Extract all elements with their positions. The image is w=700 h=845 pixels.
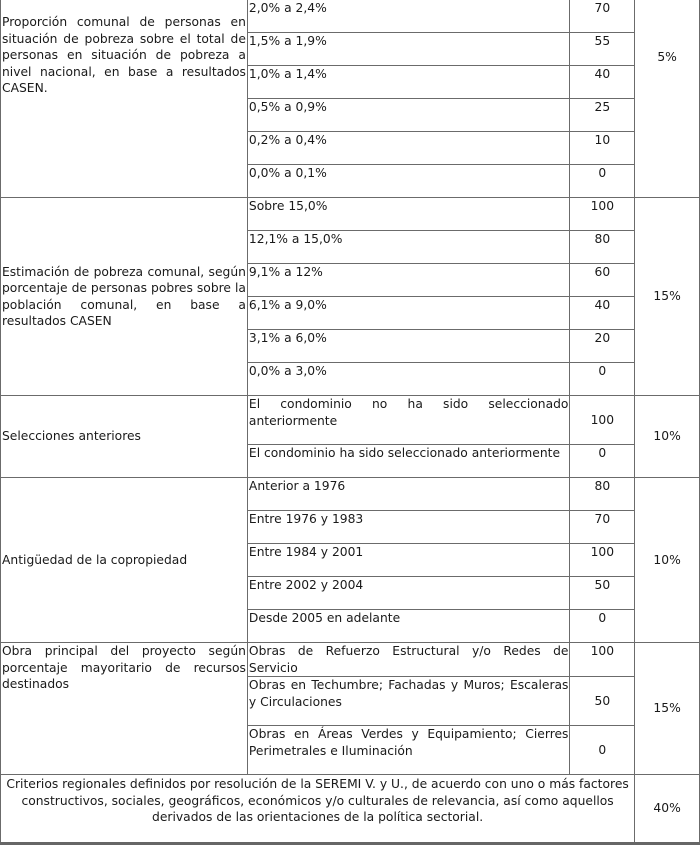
criterion-text: Estimación de pobreza comunal, según porcentaje de personas pobres sobre la población comunal, en base a resultados CASEN — [2, 264, 246, 328]
criterion-text: Antigüedad de la copropiedad — [2, 552, 188, 567]
criterion-cell — [1, 198, 248, 396]
option-label: 0,0% a 3,0% — [247, 363, 570, 396]
option-score: 80 — [570, 478, 635, 511]
option-score: 50 — [570, 677, 635, 726]
option-label: 0,5% a 0,9% — [247, 99, 570, 132]
option-score: 40 — [570, 66, 635, 99]
option-label — [247, 396, 570, 445]
criterion-text: Selecciones anteriores — [2, 429, 141, 444]
option-label-text: Obras en Techumbre; Fachadas y Muros; Escaleras y Circulaciones — [248, 678, 569, 709]
option-label: Anterior a 1976 — [247, 478, 570, 511]
option-label-text: Obras en Áreas Verdes y Equipamiento; Cierres Perimetrales e Iluminación — [248, 727, 569, 758]
option-label: Sobre 15,0% — [247, 198, 570, 231]
option-score: 0 — [570, 445, 635, 478]
criterion-cell — [1, 478, 248, 643]
option-label: 2,0% a 2,4% — [247, 0, 570, 33]
table-row — [1, 478, 700, 511]
criterion-cell — [1, 0, 248, 198]
regional-criteria-cell: Criterios regionales definidos por resolución de la SEREMI V. y U., de acuerdo con uno o más factores constructivos, sociales, geográficos, económicos y/o culturales de relevancia, así como aquellos derivados de las orientaciones de la política sectorial. — [1, 775, 635, 844]
option-score: 100 — [570, 544, 635, 577]
table-row — [1, 643, 700, 677]
option-label — [247, 677, 570, 726]
option-label: 1,5% a 1,9% — [247, 33, 570, 66]
criterion-text: Proporción comunal de personas en situación de pobreza sobre el total de personas en situación de pobreza a nivel nacional, en base a resultados CASEN. — [2, 15, 246, 95]
option-label: 9,1% a 12% — [247, 264, 570, 297]
option-score: 50 — [570, 577, 635, 610]
option-score: 100 — [570, 643, 635, 677]
option-score: 60 — [570, 264, 635, 297]
option-score: 20 — [570, 330, 635, 363]
option-score: 100 — [570, 396, 635, 445]
option-label: 1,0% a 1,4% — [247, 66, 570, 99]
option-score: 0 — [570, 726, 635, 775]
option-score: 10 — [570, 132, 635, 165]
option-label: Obras de Refuerzo Estructural y/o Redes de Servicio — [248, 644, 569, 675]
table-row — [1, 198, 700, 231]
option-score: 80 — [570, 231, 635, 264]
weight-cell: 5% — [635, 0, 700, 198]
option-label-text: El condominio no ha sido seleccionado anteriormente — [248, 397, 569, 428]
option-label: Entre 2002 y 2004 — [247, 577, 570, 610]
weight-cell: 10% — [635, 396, 700, 478]
option-label: Desde 2005 en adelante — [247, 610, 570, 643]
option-label — [247, 726, 570, 775]
option-label: 0,2% a 0,4% — [247, 132, 570, 165]
option-score: 0 — [570, 165, 635, 198]
option-score: 55 — [570, 33, 635, 66]
option-score: 0 — [570, 610, 635, 643]
criterion-text: Obra principal del proyecto según porcentaje mayoritario de recursos destinados — [2, 644, 246, 691]
table-row — [1, 396, 700, 445]
option-label: Entre 1984 y 2001 — [247, 544, 570, 577]
option-label: 3,1% a 6,0% — [247, 330, 570, 363]
option-label: 12,1% a 15,0% — [247, 231, 570, 264]
weight-cell: 15% — [635, 643, 700, 775]
option-score: 25 — [570, 99, 635, 132]
criterion-cell — [1, 396, 248, 478]
option-label: 0,0% a 0,1% — [247, 165, 570, 198]
option-score: 40 — [570, 297, 635, 330]
criterion-cell — [1, 643, 248, 775]
option-score: 70 — [570, 511, 635, 544]
option-label: El condominio ha sido seleccionado anteriormente — [247, 445, 570, 478]
option-score: 100 — [570, 198, 635, 231]
option-score: 70 — [570, 0, 635, 33]
option-score: 0 — [570, 363, 635, 396]
weight-cell: 10% — [635, 478, 700, 643]
regional-weight-cell: 40% — [635, 775, 700, 844]
option-label: 6,1% a 9,0% — [247, 297, 570, 330]
table-row — [1, 0, 700, 33]
table-row-regional — [1, 775, 700, 844]
weight-cell: 15% — [635, 198, 700, 396]
option-label: Entre 1976 y 1983 — [247, 511, 570, 544]
